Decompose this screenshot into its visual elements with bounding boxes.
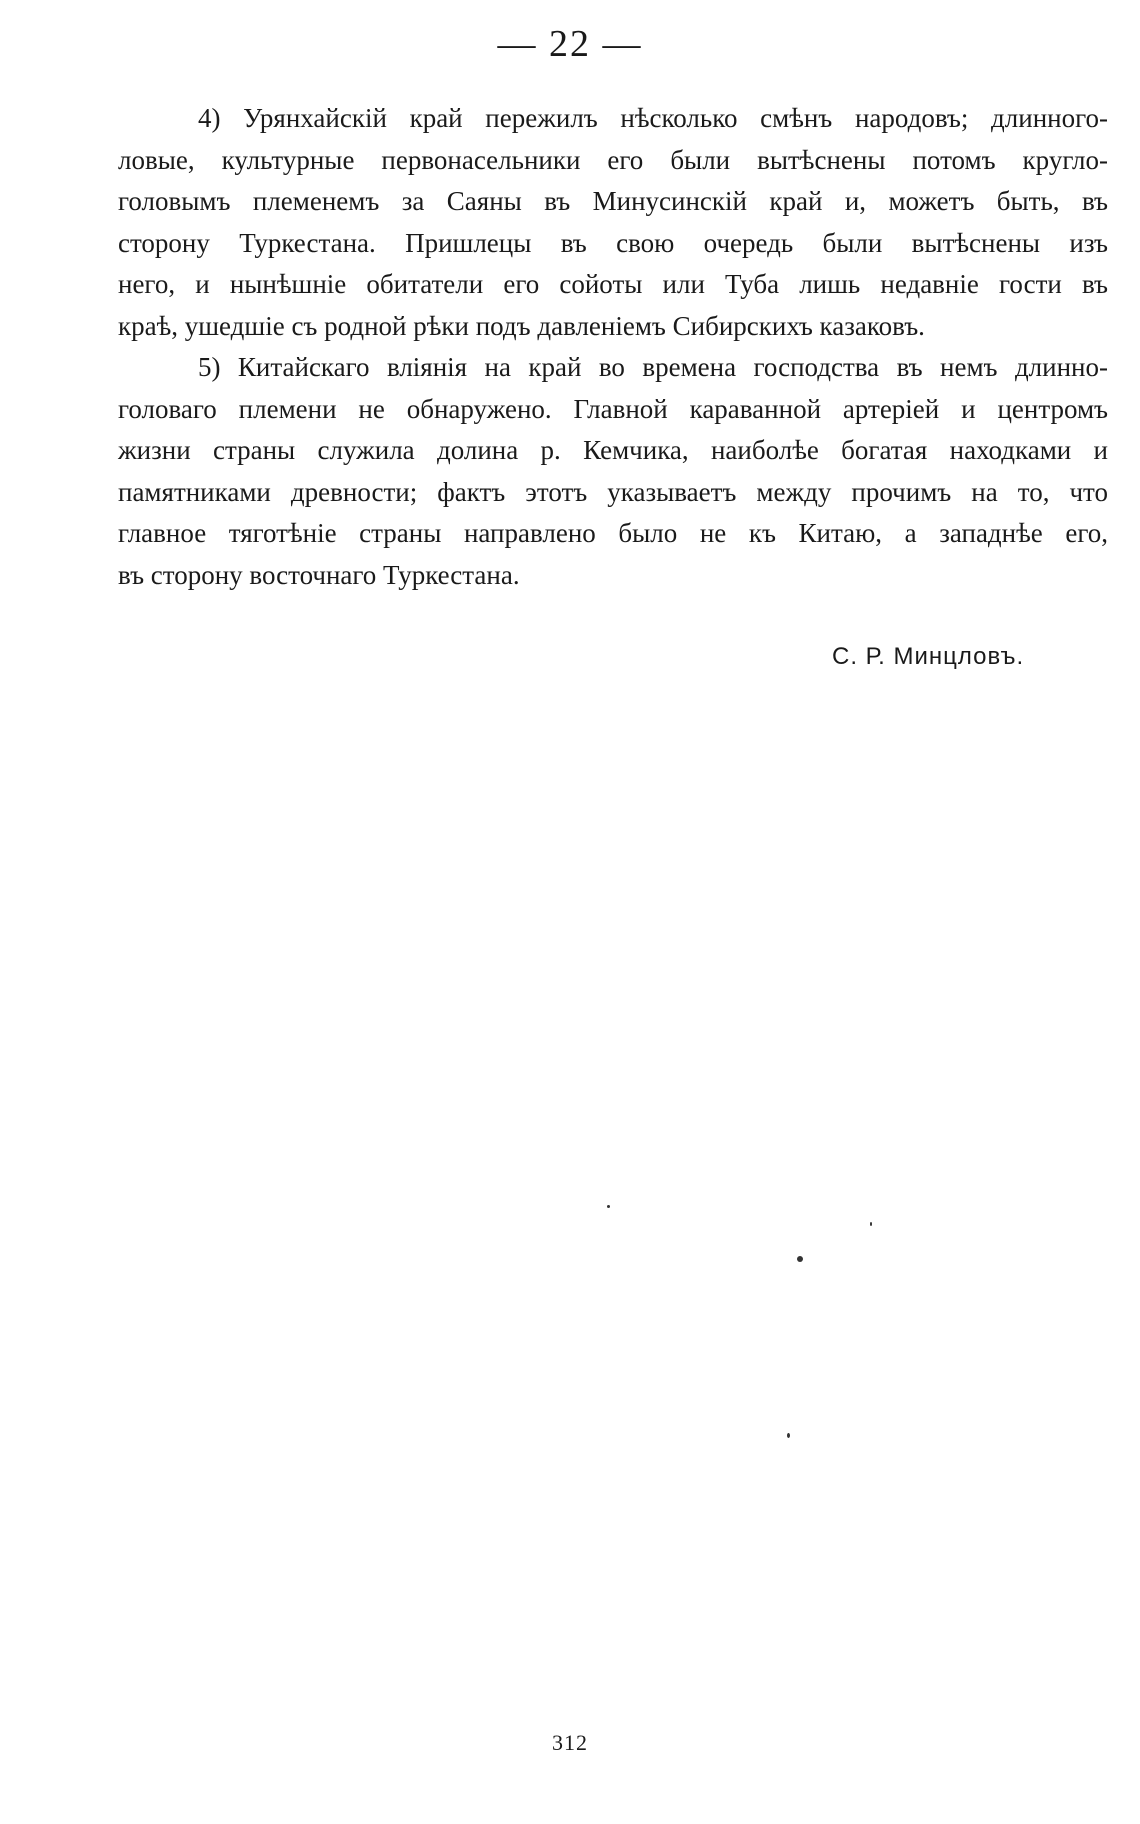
text-line: жизни страны служила долина р. Кемчика, наиболѣе богатая находками и [118,435,1108,465]
print-speck [797,1256,803,1262]
body-text [118,98,1108,596]
text-line: памятниками древности; фактъ этотъ указываетъ между прочимъ на то, что [118,476,1108,507]
text-line: головаго племени не обнаружено. Главной караванной артеріей и центромъ [118,393,1108,424]
text-line: ловые, культурные первонасельники его были вытѣснены потомъ кругло- [118,144,1108,175]
text-line: въ сторону восточнаго Туркестана. [118,559,520,590]
text-line: главное тяготѣніе страны направлено было не къ Китаю, а западнѣе его, [118,518,1108,548]
author-signature: С. Р. Минцловъ. [832,643,1025,670]
text-line: него, и нынѣшніе обитатели его сойоты или Туба лишь недавніе гости въ [118,269,1108,299]
print-speck [870,1222,872,1226]
text-line: головымъ племенемъ за Саяны въ Минусинскій край и, можетъ быть, въ [118,186,1108,216]
text-line: краѣ, ушедшіе съ родной рѣки подъ давленіемъ Сибирскихъ казаковъ. [118,310,925,341]
text-line: сторону Туркестана. Пришлецы въ свою очередь были вытѣснены изъ [118,227,1108,258]
page-number: — 22 — [497,23,643,65]
paragraph-5 [118,347,1108,596]
print-speck [787,1433,790,1438]
paragraph-4 [118,98,1108,347]
text-line: 4) Урянхайскій край пережилъ нѣсколько смѣнъ народовъ; длинного- [198,103,1108,133]
sheet-number: 312 [552,1730,588,1755]
print-speck [607,1205,610,1208]
text-line: 5) Китайскаго вліянія на край во времена господства въ немъ длинно- [198,352,1108,382]
